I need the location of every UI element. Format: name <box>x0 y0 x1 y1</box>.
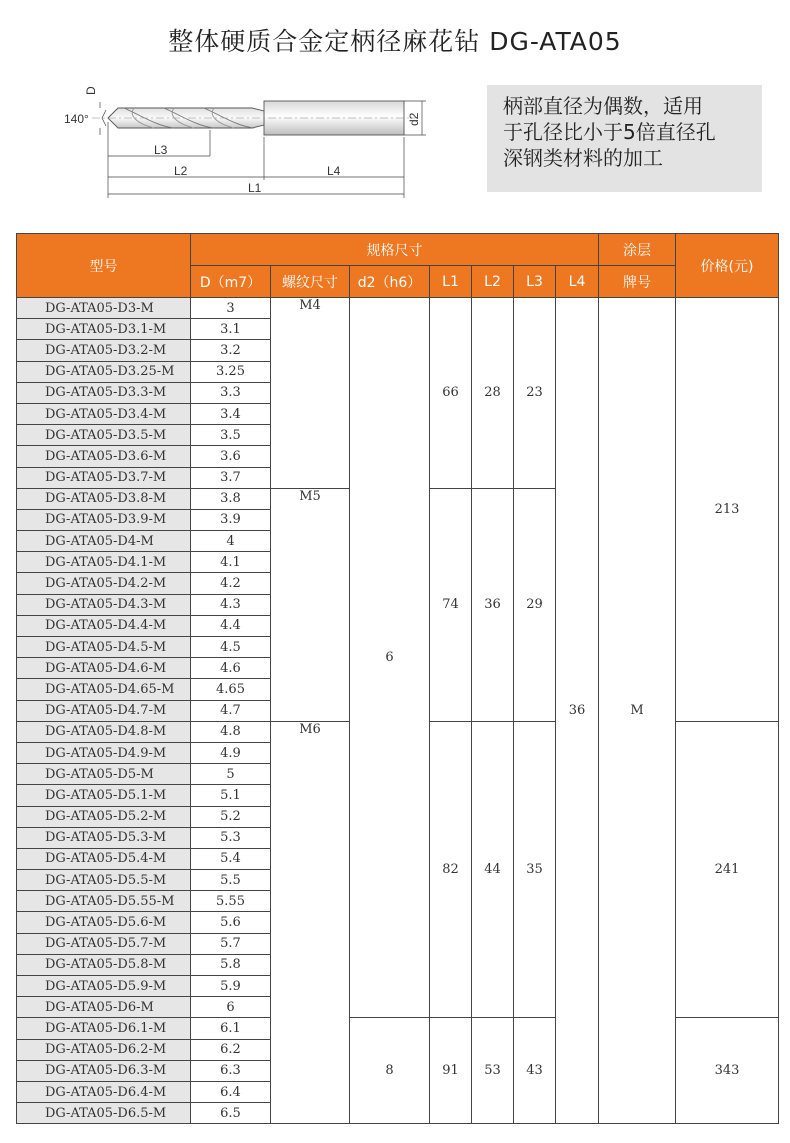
diameter-cell: 5.3 <box>191 827 271 848</box>
model-cell: DG-ATA05-D3-M <box>17 298 191 319</box>
model-cell: DG-ATA05-D4.1-M <box>17 552 191 573</box>
model-cell: DG-ATA05-D3.1-M <box>17 319 191 340</box>
l2-label: L2 <box>174 164 188 178</box>
l2-cell: 28 <box>472 298 514 489</box>
diameter-cell: 5.8 <box>191 954 271 975</box>
diameter-cell: 5.2 <box>191 806 271 827</box>
price-cell: 213 <box>676 298 779 722</box>
thread-cell: M5 <box>271 488 350 721</box>
model-cell: DG-ATA05-D4-M <box>17 531 191 552</box>
diameter-cell: 3.8 <box>191 488 271 509</box>
l3-cell: 29 <box>514 488 556 721</box>
diameter-cell: 6.5 <box>191 1103 271 1124</box>
diameter-cell: 5.55 <box>191 891 271 912</box>
model-cell: DG-ATA05-D5.55-M <box>17 891 191 912</box>
diameter-cell: 3.9 <box>191 509 271 530</box>
spec-table-body <box>17 298 779 1124</box>
model-cell: DG-ATA05-D3.4-M <box>17 403 191 424</box>
model-cell: DG-ATA05-D4.3-M <box>17 594 191 615</box>
model-cell: DG-ATA05-D5.7-M <box>17 933 191 954</box>
diameter-cell: 3 <box>191 298 271 319</box>
diameter-cell: 5.5 <box>191 870 271 891</box>
l1-cell: 91 <box>430 1018 472 1124</box>
d2-cell: 8 <box>350 1018 430 1124</box>
model-cell: DG-ATA05-D5.2-M <box>17 806 191 827</box>
thread-cell: M4 <box>271 298 350 489</box>
model-cell: DG-ATA05-D6.4-M <box>17 1081 191 1102</box>
drill-shape <box>92 101 417 135</box>
application-note <box>487 85 762 192</box>
diameter-cell: 4.6 <box>191 658 271 679</box>
l1-cell: 82 <box>430 721 472 1018</box>
page-title: 整体硬质合金定柄径麻花钻 DG-ATA05 <box>168 27 622 56</box>
model-cell: DG-ATA05-D5.5-M <box>17 870 191 891</box>
model-cell: DG-ATA05-D6.2-M <box>17 1039 191 1060</box>
diameter-cell: 4.65 <box>191 679 271 700</box>
diameter-cell: 3.7 <box>191 467 271 488</box>
diameter-cell: 5.1 <box>191 785 271 806</box>
note-line: 柄部直径为偶数，适用 <box>503 94 703 118</box>
model-cell: DG-ATA05-D4.7-M <box>17 700 191 721</box>
model-cell: DG-ATA05-D6.1-M <box>17 1018 191 1039</box>
header-grade: 牌号 <box>599 266 676 298</box>
model-cell: DG-ATA05-D6.3-M <box>17 1060 191 1081</box>
diameter-cell: 4.7 <box>191 700 271 721</box>
model-cell: DG-ATA05-D3.8-M <box>17 488 191 509</box>
diameter-cell: 4.2 <box>191 573 271 594</box>
l3-cell: 35 <box>514 721 556 1018</box>
model-cell: DG-ATA05-D4.6-M <box>17 658 191 679</box>
diameter-cell: 5.9 <box>191 976 271 997</box>
diameter-cell: 5 <box>191 764 271 785</box>
model-cell: DG-ATA05-D4.9-M <box>17 742 191 763</box>
header-l4: L4 <box>556 266 599 298</box>
diameter-cell: 4.9 <box>191 742 271 763</box>
drill-diagram <box>62 80 442 205</box>
model-cell: DG-ATA05-D6.5-M <box>17 1103 191 1124</box>
l2-cell: 44 <box>472 721 514 1018</box>
diameter-cell: 3.5 <box>191 425 271 446</box>
header-d2: d2（h6） <box>350 266 430 298</box>
l2-cell: 53 <box>472 1018 514 1124</box>
model-cell: DG-ATA05-D3.2-M <box>17 340 191 361</box>
diameter-cell: 4.5 <box>191 637 271 658</box>
l4-cell: 36 <box>556 298 599 1124</box>
thread-cell: M6 <box>271 721 350 1124</box>
header-model: 型号 <box>17 234 191 298</box>
angle-label: 140° <box>64 112 89 126</box>
l3-cell: 43 <box>514 1018 556 1124</box>
table-row <box>17 298 779 319</box>
header-spec: 规格尺寸 <box>191 234 599 266</box>
header-d: D（m7） <box>191 266 271 298</box>
header-l2: L2 <box>472 266 514 298</box>
diameter-cell: 3.1 <box>191 319 271 340</box>
model-cell: DG-ATA05-D3.9-M <box>17 509 191 530</box>
diameter-cell: 3.2 <box>191 340 271 361</box>
model-cell: DG-ATA05-D4.2-M <box>17 573 191 594</box>
l2-cell: 36 <box>472 488 514 721</box>
model-cell: DG-ATA05-D5.3-M <box>17 827 191 848</box>
diameter-cell: 4.3 <box>191 594 271 615</box>
diameter-cell: 4.8 <box>191 721 271 742</box>
diameter-cell: 3.4 <box>191 403 271 424</box>
diameter-cell: 3.3 <box>191 382 271 403</box>
diameter-cell: 6 <box>191 997 271 1018</box>
note-line: 深钢类材料的加工 <box>503 146 663 170</box>
header-l3: L3 <box>514 266 556 298</box>
l3-label: L3 <box>154 143 168 157</box>
d2-cell: 6 <box>350 298 430 1018</box>
model-cell: DG-ATA05-D5.4-M <box>17 848 191 869</box>
diameter-cell: 3.25 <box>191 361 271 382</box>
l3-cell: 23 <box>514 298 556 489</box>
diameter-cell: 3.6 <box>191 446 271 467</box>
model-cell: DG-ATA05-D3.7-M <box>17 467 191 488</box>
l1-cell: 66 <box>430 298 472 489</box>
model-cell: DG-ATA05-D5-M <box>17 764 191 785</box>
note-line: 于孔径比小于5倍直径孔 <box>503 120 716 144</box>
diameter-cell: 6.1 <box>191 1018 271 1039</box>
model-cell: DG-ATA05-D5.8-M <box>17 954 191 975</box>
model-cell: DG-ATA05-D5.6-M <box>17 912 191 933</box>
diameter-cell: 6.4 <box>191 1081 271 1102</box>
header-l1: L1 <box>430 266 472 298</box>
model-cell: DG-ATA05-D5.9-M <box>17 976 191 997</box>
header-coating: 涂层 <box>599 234 676 266</box>
l1-cell: 74 <box>430 488 472 721</box>
diameter-cell: 6.2 <box>191 1039 271 1060</box>
model-cell: DG-ATA05-D3.6-M <box>17 446 191 467</box>
d-label: D <box>84 86 98 95</box>
diameter-cell: 5.4 <box>191 848 271 869</box>
diameter-cell: 6.3 <box>191 1060 271 1081</box>
model-cell: DG-ATA05-D3.3-M <box>17 382 191 403</box>
model-cell: DG-ATA05-D4.5-M <box>17 637 191 658</box>
price-cell: 343 <box>676 1018 779 1124</box>
l1-label: L1 <box>248 181 262 195</box>
l4-label: L4 <box>327 164 341 178</box>
grade-cell: M <box>599 298 676 1124</box>
spec-table <box>16 233 779 1124</box>
header-thread: 螺纹尺寸 <box>271 266 350 298</box>
model-cell: DG-ATA05-D4.8-M <box>17 721 191 742</box>
model-cell: DG-ATA05-D3.25-M <box>17 361 191 382</box>
diameter-cell: 4.1 <box>191 552 271 573</box>
diameter-cell: 5.7 <box>191 933 271 954</box>
diameter-cell: 4.4 <box>191 615 271 636</box>
model-cell: DG-ATA05-D6-M <box>17 997 191 1018</box>
price-cell: 241 <box>676 721 779 1018</box>
model-cell: DG-ATA05-D4.65-M <box>17 679 191 700</box>
diameter-cell: 4 <box>191 531 271 552</box>
model-cell: DG-ATA05-D4.4-M <box>17 615 191 636</box>
header-price: 价格(元) <box>676 234 779 298</box>
model-cell: DG-ATA05-D5.1-M <box>17 785 191 806</box>
diameter-cell: 5.6 <box>191 912 271 933</box>
model-cell: DG-ATA05-D3.5-M <box>17 425 191 446</box>
d2-label: d2 <box>407 112 421 126</box>
